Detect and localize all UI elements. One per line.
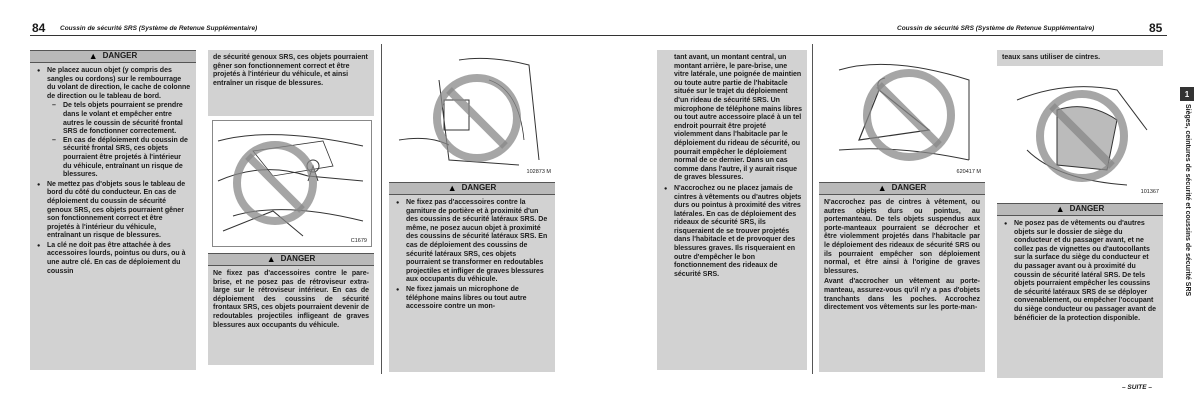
danger-bar [389, 182, 555, 195]
chapter-side-title: Sièges, ceintures de sécurité et coussins de sécurité SRS [1184, 104, 1191, 297]
danger-box-windshield [208, 253, 374, 365]
list-item: ● Ne placez aucun objet (y compris des sangles ou cordons) sur le rembourrage du volant de direction, le cache de colonne de direction ou le tableau de bord. – De tels objets pourraient se prendre dans le volant et empêcher entre autres le coussin de sécurité frontal SRS de fonctionner correctement. – En cas de déploiement du coussin de sécurité frontal SRS, ces objets pourraient être projetés à l'intérieur du véhicule, entraînant un risque de blessures. [35, 67, 191, 180]
danger-label: DANGER [891, 183, 927, 193]
hanger-illustration [819, 50, 985, 177]
danger-label: DANGER [461, 183, 497, 193]
paragraph: tant avant, un montant central, un montant arrière, le pare-brise, une vitre latérale, une poignée de maintien ou toute autre partie de l'habitacle située sur le trajet du déploiement d'un rideau de sécurité SRS. Un microphone de téléphone mains libres ou tout autre accessoire placé à un tel endroit pourrait être projeté violemment dans l'habitacle par le déploiement du rideau de sécurité, ou pourrait empêcher le déploiement normal de ce dernier. Dans un cas comme dans l'autre, il y aurait risque de graves blessures. [674, 54, 802, 182]
continued-text-box [997, 50, 1163, 66]
danger-box-steering [30, 50, 196, 370]
paragraph: teaux sans utiliser de cintres. [1002, 54, 1101, 61]
danger-label: DANGER [102, 51, 138, 61]
paragraph: Ne fixez pas d'accessoires contre le pare-brise, et ne posez pas de rétroviseur extra-large sur le rétroviseur intérieur. En cas de déploiement des coussins de sécurité frontaux SRS, ces objets pourraient devenir de redoutables projectiles infligeant de graves blessures aux occupants du véhicule. [213, 270, 369, 329]
warning-triangle-icon: ▲ [1055, 204, 1065, 215]
danger-box-side-airbags [389, 182, 555, 372]
list-item: ● La clé ne doit pas être attachée à des accessoires lourds, pointus ou durs, ou à une autre clé. En cas de déploiement du coussin [35, 242, 191, 276]
list-subitem: – De tels objets pourraient se prendre dans le volant et empêcher entre autres le coussin de sécurité frontal SRS de fonctionner correctement. [47, 102, 191, 136]
column-divider [812, 44, 813, 374]
figure-code: 620417 M [956, 169, 981, 175]
chapter-tab: 1 [1180, 87, 1194, 101]
door-illustration [389, 50, 555, 177]
paragraph: de sécurité genoux SRS, ces objets pourraient gêner son fonctionnement correct et être projetés à l'intérieur du véhicule, et ainsi entraîner un risque de blessures. [213, 54, 368, 87]
figure-code: 101367 [1140, 189, 1159, 195]
figure-windshield-prohibited [212, 120, 372, 247]
figure-door-trim-prohibited [389, 50, 555, 177]
list-item: ● Ne posez pas de vêtements ou d'autres objets sur le dossier de siège du conducteur et du passager avant, et ne collez pas de vignettes ou d'autocollants sur la surface du siège du conducteur et du passager avant ou à proximité du coussin de sécurité latéral SRS. De tels objets pourraient empêcher les coussins de sécurité latéraux SRS de se déployer convenablement, ou empêcher l'occupant du siège conducteur ou passager avant de bénéficier de la protection disponible. [1002, 220, 1158, 323]
danger-label: DANGER [280, 254, 316, 264]
warning-triangle-icon: ▲ [447, 183, 457, 194]
list-item: ● N'accrochez ou ne placez jamais de cintres à vêtements ou d'autres objets durs ou pointus à proximité des vitres latérales. En cas de déploiement des rideaux de sécurité SRS, ils risqueraient de se trouver projetés dans l'habitacle et de provoquer des blessures graves. Ils risqueraient en outre d'empêcher le bon fonctionnement des rideaux de sécurité SRS. [662, 185, 802, 280]
suite-label: – SUITE – [1122, 384, 1152, 391]
header-rule [597, 35, 1167, 36]
danger-bar [30, 50, 196, 63]
figure-coat-hanger-prohibited [819, 50, 985, 177]
list-item: ● Ne fixez jamais un microphone de téléphone mains libres ou tout autre accessoire contre un mon- [394, 286, 550, 312]
list-subitem: – En cas de déploiement du coussin de sécurité frontal SRS, ces objets pourraient être projetés à l'intérieur du véhicule, entraînant un risque de blessures. [47, 137, 191, 180]
warning-triangle-icon: ▲ [88, 51, 98, 62]
header-rule [30, 35, 597, 36]
warning-triangle-icon: ▲ [266, 254, 276, 265]
danger-box-coat-hooks [819, 182, 985, 372]
danger-label: DANGER [1069, 204, 1105, 214]
danger-box-seat-back [997, 203, 1163, 378]
list-item: ● Ne fixez pas d'accessoires contre la garniture de portière et à proximité d'un des coussins de sécurité latéraux SRS. De même, ne posez aucun objet à proximité des coussins de sécurité latéraux SRS. En cas de déploiement des coussins de sécurité latéraux SRS, ces objets pourraient se transformer en redoutables projectiles et infliger de graves blessures aux occupants du véhicule. [394, 199, 550, 285]
paragraph: Avant d'accrocher un vêtement au porte-manteau, assurez-vous qu'il n'y a pas d'objets tranchants dans les poches. Accrochez directement vos vêtements sur les porte-man- [824, 278, 980, 312]
right-page [597, 0, 1194, 400]
danger-box-curtain-airbags [657, 50, 807, 370]
warning-triangle-icon: ▲ [877, 183, 887, 194]
continued-text-box [208, 50, 374, 116]
page-header-right: Coussin de sécurité SRS (Système de Retenue Supplémentaire) [897, 25, 1095, 32]
page-header-left: Coussin de sécurité SRS (Système de Retenue Supplémentaire) [60, 25, 258, 32]
list-item: ● Ne mettez pas d'objets sous le tableau de bord du côté du conducteur. En cas de déploiement du coussin de sécurité genoux SRS, ces objets pourraient gêner son fonctionnement correct et être projetés à l'intérieur du véhicule, entraînant un risque de blessures. [35, 181, 191, 241]
windshield-illustration [213, 121, 371, 246]
figure-code: C1679 [350, 238, 367, 244]
column-divider [381, 44, 382, 374]
figure-code: 102873 M [526, 169, 551, 175]
figure-seat-prohibited [997, 70, 1163, 197]
danger-bar [208, 253, 374, 266]
page-number-left: 84 [32, 21, 46, 35]
danger-bar [819, 182, 985, 195]
page-number-right: 85 [1149, 21, 1163, 35]
seat-illustration [997, 70, 1163, 197]
paragraph: N'accrochez pas de cintres à vêtement, ou autres objets durs ou pointus, au portemanteau. De tels objets suspendus aux porte-manteaux pourraient se décrocher et être violemment projetés dans l'habitacle par le déploiement des rideaux de sécurité SRS ou ils pourraient empêcher son déploiement normal, et être ainsi à l'origine de graves blessures. [824, 199, 980, 275]
danger-bar [997, 203, 1163, 216]
